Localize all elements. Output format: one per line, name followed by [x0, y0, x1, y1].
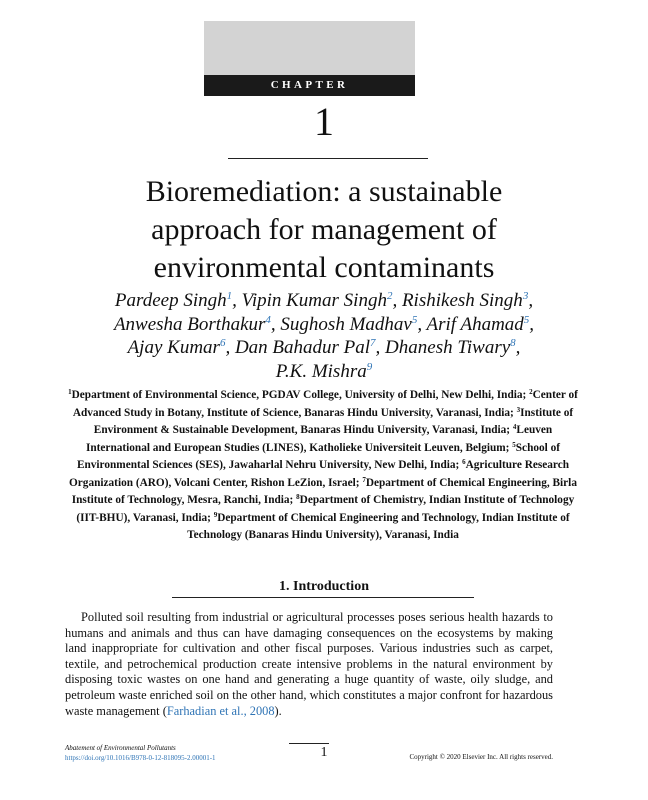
- affil-marker: 1: [68, 388, 72, 396]
- author-affil-link[interactable]: 8: [510, 337, 516, 349]
- affiliations: [66, 387, 580, 545]
- section-divider: [172, 597, 474, 598]
- author-affil-link[interactable]: 5: [411, 313, 418, 326]
- affil-text: Center of Advanced Study in Botany, Institute of Science, Banaras Hindu University, Varanasi, India;: [72, 389, 578, 419]
- title-line: approach for management of: [151, 213, 497, 246]
- author-affil-link[interactable]: 6: [219, 337, 226, 349]
- affil-marker: 4: [512, 423, 517, 431]
- author-name: Rishikesh Singh: [401, 290, 523, 311]
- affil-marker: 8: [296, 493, 300, 501]
- author-name: Dan Bahadur Pal: [234, 337, 371, 358]
- page-number: 1: [320, 745, 328, 760]
- affil-marker: 9: [213, 510, 218, 519]
- author-list: Pardeep Singh$^1$, Vipin Kumar Singh$^2$, Rishikesh Singh$^3$, Anwesha Borthakur$^4$, Sughosh Madhav$^5$, Arif Ahamad$^5$, Ajay Kumar$^6$, Dan Bahadur Pal$^7$, Dhanesh Tiwary$^8$, P.K. Mishra$^9$: [113, 290, 535, 382]
- author-name: Anwesha Borthakur: [113, 313, 266, 335]
- intro-end: ).: [274, 703, 282, 718]
- copyright-notice: Copyright © 2020 Elsevier Inc. All rights reserved.: [409, 753, 553, 761]
- affil-text: Agriculture Research Organization (ARO), Volcani Center, Rishon LeZion, Israel;: [69, 459, 570, 489]
- title-line: Bioremediation: a sustainable: [145, 175, 503, 208]
- chapter-banner: [204, 21, 415, 96]
- author-affil-link[interactable]: 1: [226, 290, 233, 302]
- intro-paragraph: [65, 610, 553, 719]
- author-affil-link[interactable]: 9: [366, 360, 373, 373]
- author-name: Vipin Kumar Singh: [241, 290, 387, 311]
- affil-text: Institute of Environment & Sustainable Development, Banaras Hindu University, Varanasi, India;: [93, 406, 574, 436]
- affil-marker: 2: [529, 388, 533, 396]
- chapter-number: 1: [314, 99, 334, 144]
- author-name: P.K. Mishra: [275, 360, 367, 382]
- affil-text: Department of Environmental Science, PGDAV College, University of Delhi, New Delhi, India;: [71, 389, 530, 401]
- author-name: Dhanesh Tiwary: [385, 337, 511, 358]
- affil-text: Department of Chemical Engineering and Technology, Indian Institute of Technology (Banaras Hindu University), Varanasi, India: [187, 511, 570, 541]
- author-affil-link[interactable]: 5: [523, 313, 530, 326]
- author-affil-link[interactable]: 3: [522, 290, 529, 302]
- section-heading: 1. Introduction: [279, 579, 369, 594]
- author-name: Pardeep Singh: [114, 290, 227, 311]
- chapter-title: [0, 173, 648, 287]
- affil-marker: 3: [516, 405, 521, 414]
- author-affil-link[interactable]: 2: [386, 290, 393, 302]
- author-name: Arif Ahamad: [426, 313, 524, 335]
- author-affil-link[interactable]: 4: [265, 313, 271, 326]
- chapter-label: CHAPTER: [204, 75, 415, 96]
- affil-text: Department of Chemical Engineering, Birla Institute of Technology, Mesra, Ranchi, India;: [71, 476, 577, 506]
- book-title: Abatement of Environmental Pollutants: [65, 744, 176, 752]
- affil-marker: 5: [512, 440, 516, 449]
- affil-marker: 7: [362, 475, 366, 484]
- footer-divider: [289, 743, 329, 744]
- affil-text: Leuven International and European Studies (LINES), Katholieke Universiteit Leuven, Belgium;: [85, 424, 553, 454]
- author-affil-link[interactable]: 7: [370, 337, 376, 349]
- citation-link[interactable]: Farhadian et al., 2008: [166, 703, 275, 718]
- author-name: Ajay Kumar: [127, 337, 220, 358]
- title-line: environmental contaminants: [153, 251, 495, 284]
- author-name: Sughosh Madhav: [280, 313, 412, 335]
- affil-marker: 6: [462, 458, 466, 466]
- affil-text: School of Environmental Sciences (SES), Jawaharlal Nehru University, New Delhi, India;: [76, 441, 561, 471]
- affil-text: Department of Chemistry, Indian Institute of Technology (IIT-BHU), Varanasi, India;: [76, 494, 575, 524]
- intro-text: Polluted soil resulting from industrial or agricultural processes poses serious health hazards to humans and animals and thus can have damaging consequences on the ecosystems by making land inappropriate for cultivation and other fiscal purposes. Various industries such as carpet, textile, and petrochemical production create intensive problems in the natural environment by disposing toxic wastes on one hand and generating a huge quantity of waste, oily sludge, and petroleum waste enriched soil on the other hand, which constitutes a major confront for hazardous waste management (: [65, 610, 553, 718]
- title-divider: [228, 158, 428, 159]
- doi-link[interactable]: https://doi.org/10.1016/B978-0-12-818095-2.00001-1: [65, 754, 216, 762]
